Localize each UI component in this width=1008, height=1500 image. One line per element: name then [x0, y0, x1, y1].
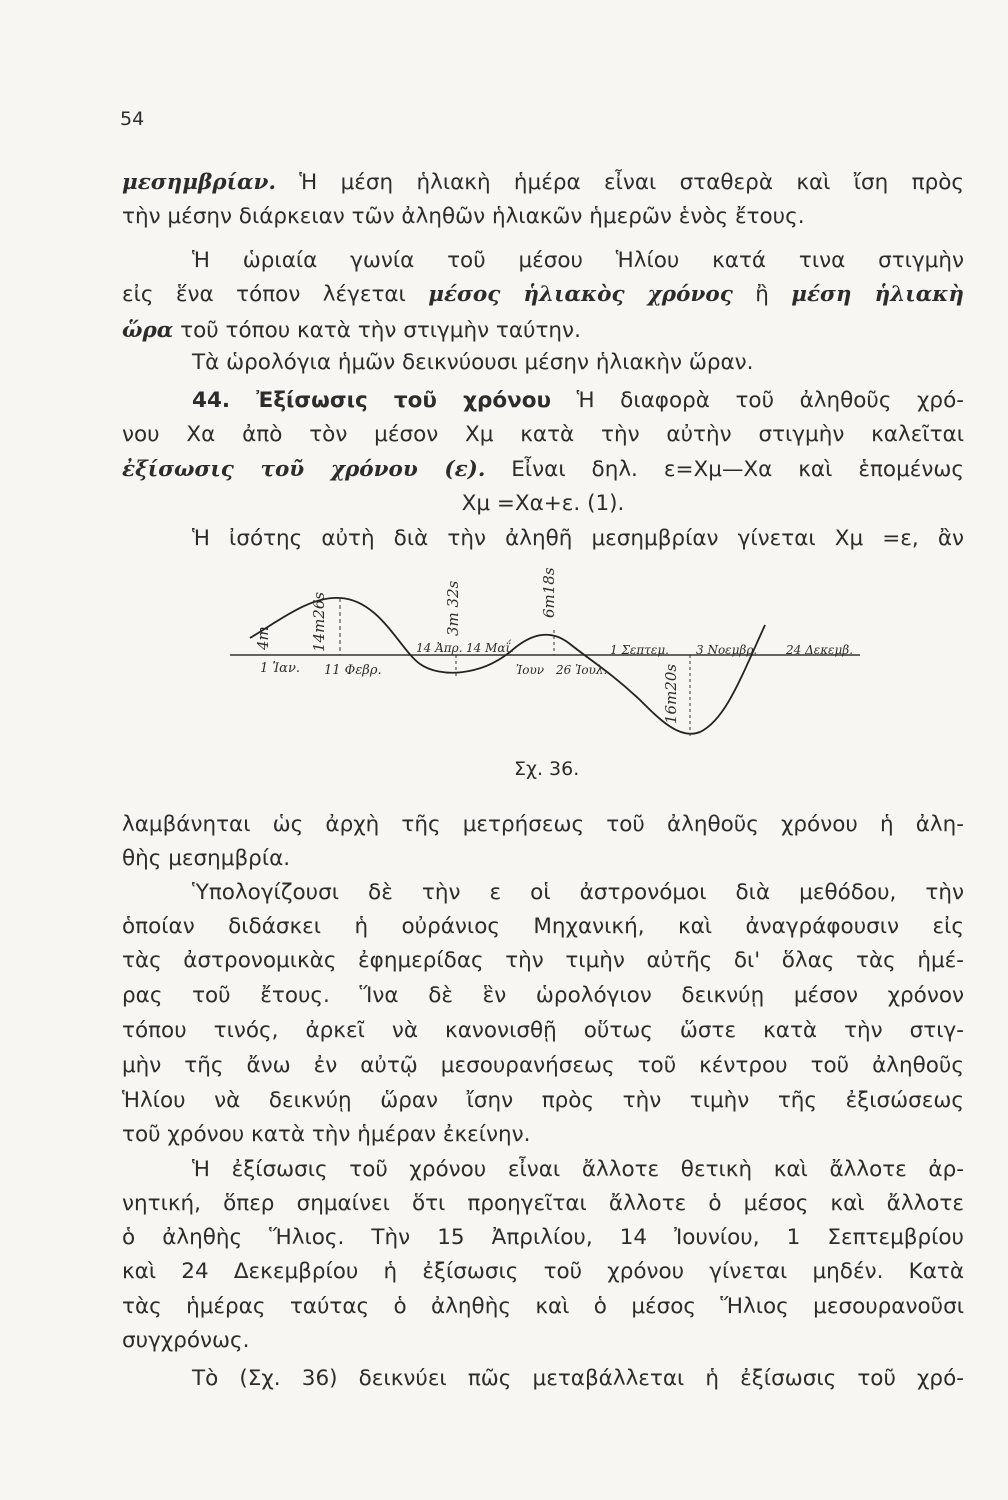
text-line: Ὑπολογίζουσι δὲ τὴν ε οἱ ἀστρονόμοι διὰ μεθόδου, τὴν	[192, 880, 964, 905]
label-jan: 1 Ἰαν.	[260, 661, 300, 676]
text-line: Τὰ ὡρολόγια ἡμῶν δεικνύουσι μέσην ἡλιακὴν ὥραν.	[192, 350, 754, 375]
label-sep: 1 Σεπτεμ.	[610, 643, 669, 657]
label-jul: 26 Ἰουλ.	[556, 663, 608, 677]
text-line: νητική, ὅπερ σημαίνει ὅτι προηγεῖται ἄλλοτε ὁ μέσος καὶ ἄλλοτε	[122, 1191, 964, 1216]
text-line: τοῦ χρόνου κατὰ τὴν ἡμέραν ἐκείνην.	[122, 1122, 531, 1147]
text-line: συγχρόνως.	[122, 1328, 250, 1353]
text-line: τὰς ἀστρονομικὰς ἐφημερίδας τὴν τιμὴν αὐτῆς δι' ὅλας τὰς ἡμέ-	[122, 948, 964, 973]
text-line: τὴν μέσην διάρκειαν τῶν ἀληθῶν ἡλιακῶν ἡμερῶν ἑνὸς ἔτους.	[122, 204, 805, 229]
value-4m: 4m	[254, 626, 272, 650]
text-line: ὁ ἀληθὴς Ἥλιος. Τὴν 15 Ἀπριλίου, 14 Ἰουνίου, 1 Σεπτεμβρίου	[122, 1225, 964, 1250]
label-dec: 24 Δεκεμβ.	[786, 643, 854, 657]
text-line: μεσημβρίαν. Ἡ μέση ἡλιακὴ ἡμέρα εἶναι σταθερὰ καὶ ἴση πρὸς	[122, 170, 964, 195]
label-may: 14 Μαΐ.	[466, 641, 514, 655]
text-line: Ἡ ἰσότης αὐτὴ διὰ τὴν ἀληθῆ μεσημβρίαν γίνεται Χμ =ε, ἂν	[192, 526, 964, 551]
text-line: Ἡ ἐξίσωσις τοῦ χρόνου εἶναι ἄλλοτε θετικὴ καὶ ἄλλοτε ἀρ-	[192, 1157, 964, 1182]
text-line: θὴς μεσημβρία.	[122, 846, 291, 871]
text-line: λαμβάνηται ὡς ἀρχὴ τῆς μετρήσεως τοῦ ἀληθοῦς χρόνου ἡ ἀλη-	[122, 812, 964, 837]
value-14m26s: 14m26s	[310, 591, 328, 652]
value-6m18s: 6m18s	[540, 567, 558, 618]
text-line: μὴν τῆς ἄνω ἐν αὐτῷ μεσουρανήσεως τοῦ κέντρου τοῦ ἀληθοῦς	[122, 1053, 964, 1078]
equation-of-time-figure	[220, 560, 870, 750]
text-line: Ἡλίου νὰ δεικνύῃ ὥραν ἴσην πρὸς τὴν τιμὴν τῆς ἐξισώσεως	[122, 1088, 964, 1113]
page-number: 54	[120, 108, 145, 130]
text-line: καὶ 24 Δεκεμβρίου ἡ ἐξίσωσις τοῦ χρόνου γίνεται μηδέν. Κατὰ	[122, 1259, 964, 1284]
text-line: τόπου τινός, ἀρκεῖ νὰ κανονισθῇ οὕτως ὥστε κατὰ τὴν στιγ-	[122, 1018, 964, 1043]
text-line: ἐξίσωσις τοῦ χρόνου (ε). Εἶναι δηλ. ε=Χμ—Χα καὶ ἑπομένως	[122, 457, 964, 482]
text-line: Ἡ ὡριαία γωνία τοῦ μέσου Ἡλίου κατά τινα στιγμὴν	[192, 248, 964, 273]
label-jun: Ἰουν	[516, 663, 545, 677]
text-line: Τὸ (Σχ. 36) δεικνύει πῶς μεταβάλλεται ἡ ἐξίσωσις τοῦ χρό-	[192, 1366, 964, 1391]
value-16m20s: 16m20s	[662, 663, 680, 724]
text-line: ὁποίαν διδάσκει ἡ οὐράνιος Μηχανική, καὶ ἀναγράφουσιν εἰς	[122, 914, 964, 939]
label-nov: 3 Νοεμβρ.	[696, 643, 758, 657]
text-line: εἰς ἕνα τόπον λέγεται μέσος ἡλιακὸς χρόνος ἢ μέση ἡλιακὴ	[122, 282, 965, 307]
label-apr: 14 Ἀπρ.	[416, 641, 463, 655]
figure-caption: Σχ. 36.	[514, 758, 580, 780]
value-3m32s: 3m 32s	[444, 580, 462, 636]
text-line: τὰς ἡμέρας ταύτας ὁ ἀληθὴς καὶ ὁ μέσος Ἥλιος μεσουρανοῦσι	[122, 1294, 964, 1319]
label-feb: 11 Φεβρ.	[324, 663, 382, 678]
text-line: ρας τοῦ ἔτους. Ἵνα δὲ ἓν ὡρολόγιον δεικνύῃ μέσον χρόνον	[122, 983, 964, 1008]
text-line: νου Χα ἀπὸ τὸν μέσον Χμ κατὰ τὴν αὐτὴν στιγμὴν καλεῖται	[122, 422, 964, 447]
text-line: ὥρα τοῦ τόπου κατὰ τὴν στιγμὴν ταύτην.	[122, 318, 581, 343]
section-heading-line: 44. Ἐξίσωσις τοῦ χρόνου Ἡ διαφορὰ τοῦ ἀληθοῦς χρό-	[192, 388, 964, 413]
